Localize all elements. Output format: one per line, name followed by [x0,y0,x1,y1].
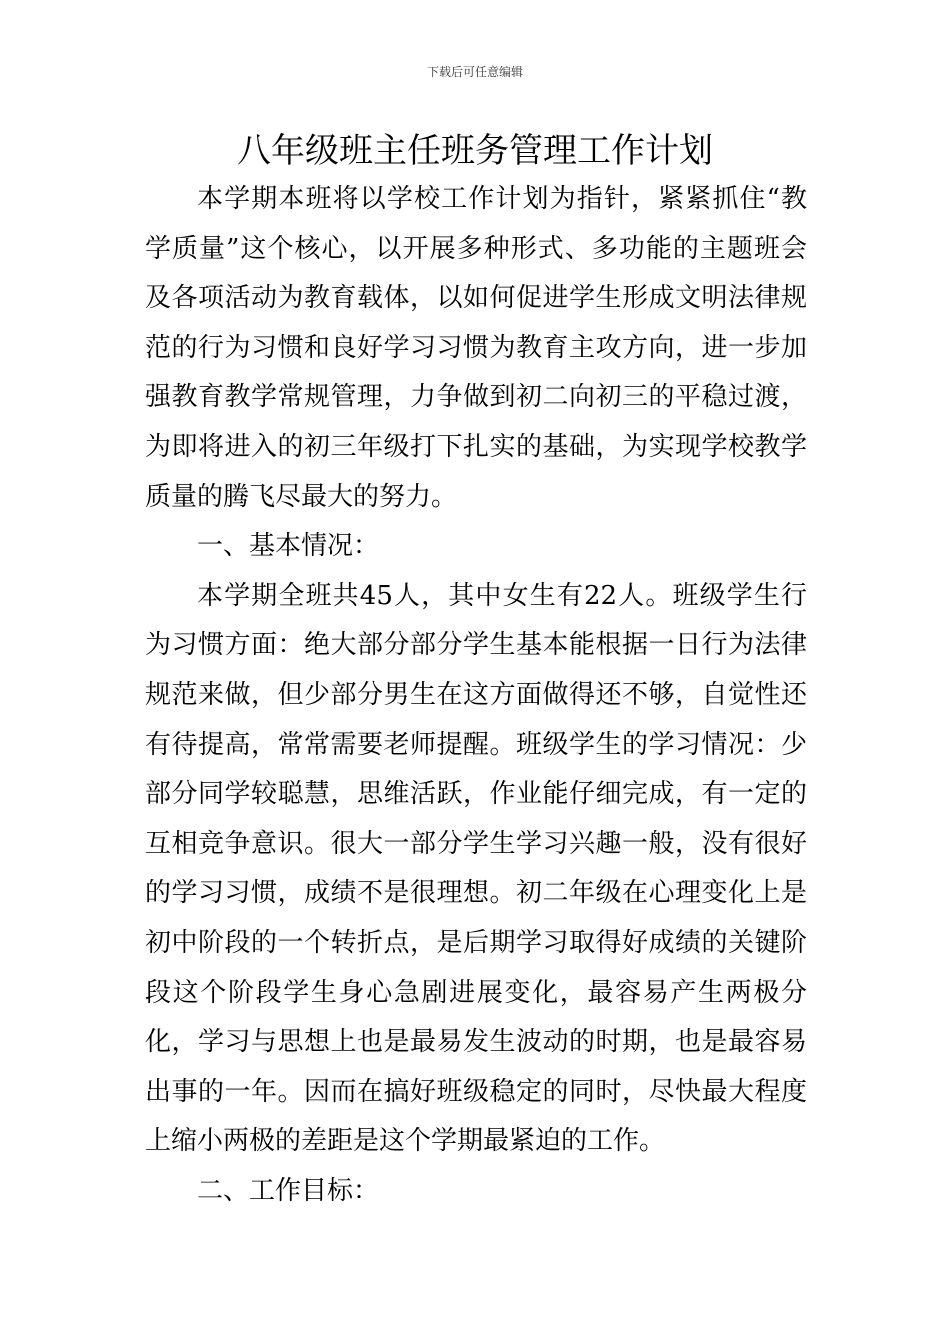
section-heading-work-goals: 二、工作目标： [197,1175,380,1206]
section-heading-basic-situation: 一、基本情况： [197,531,380,562]
basic-situation-paragraph: 本学期全班共45人，其中女生有22人。班级学生行为习惯方面：绝大部分部分学生基本能根据一日行为法律规范来做，但少部分男生在这方面做得还不够，自觉性还有待提高，常常需要老师提醒。班级学生的学习情况：少部分同学较聪慧，思维活跃，作业能仔细完成，有一定的互相竞争意识。很大一部分学生学习兴趣一般，没有很好的学习习惯，成绩不是很理想。初二年级在心理变化上是初中阶段的一个转折点，是后期学习取得好成绩的关键阶段这个阶段学生身心急剧进展变化，最容易产生两极分化，学习与思想上也是最易发生波动的时期，也是最容易出事的一年。因而在搞好班级稳定的同时，尽快最大程度上缩小两极的差距是这个学期最紧迫的工作。 [145,580,807,1157]
document-title: 八年级班主任班务管理工作计划 [237,131,713,171]
document-body [145,175,807,1216]
header-note: 下载后可任意编辑 [426,65,523,79]
intro-paragraph: 本学期本班将以学校工作计划为指针，紧紧抓住“教学质量”这个核心，以开展多种形式、多功能的主题班会及各项活动为教育载体，以如何促进学生形成文明法律规范的行为习惯和良好学习习惯为教育主攻方向，进一步加强教育教学常规管理，力争做到初二向初三的平稳过渡，为即将进入的初三年级打下扎实的基础，为实现学校教学质量的腾飞尽最大的努力。 [145,184,807,512]
